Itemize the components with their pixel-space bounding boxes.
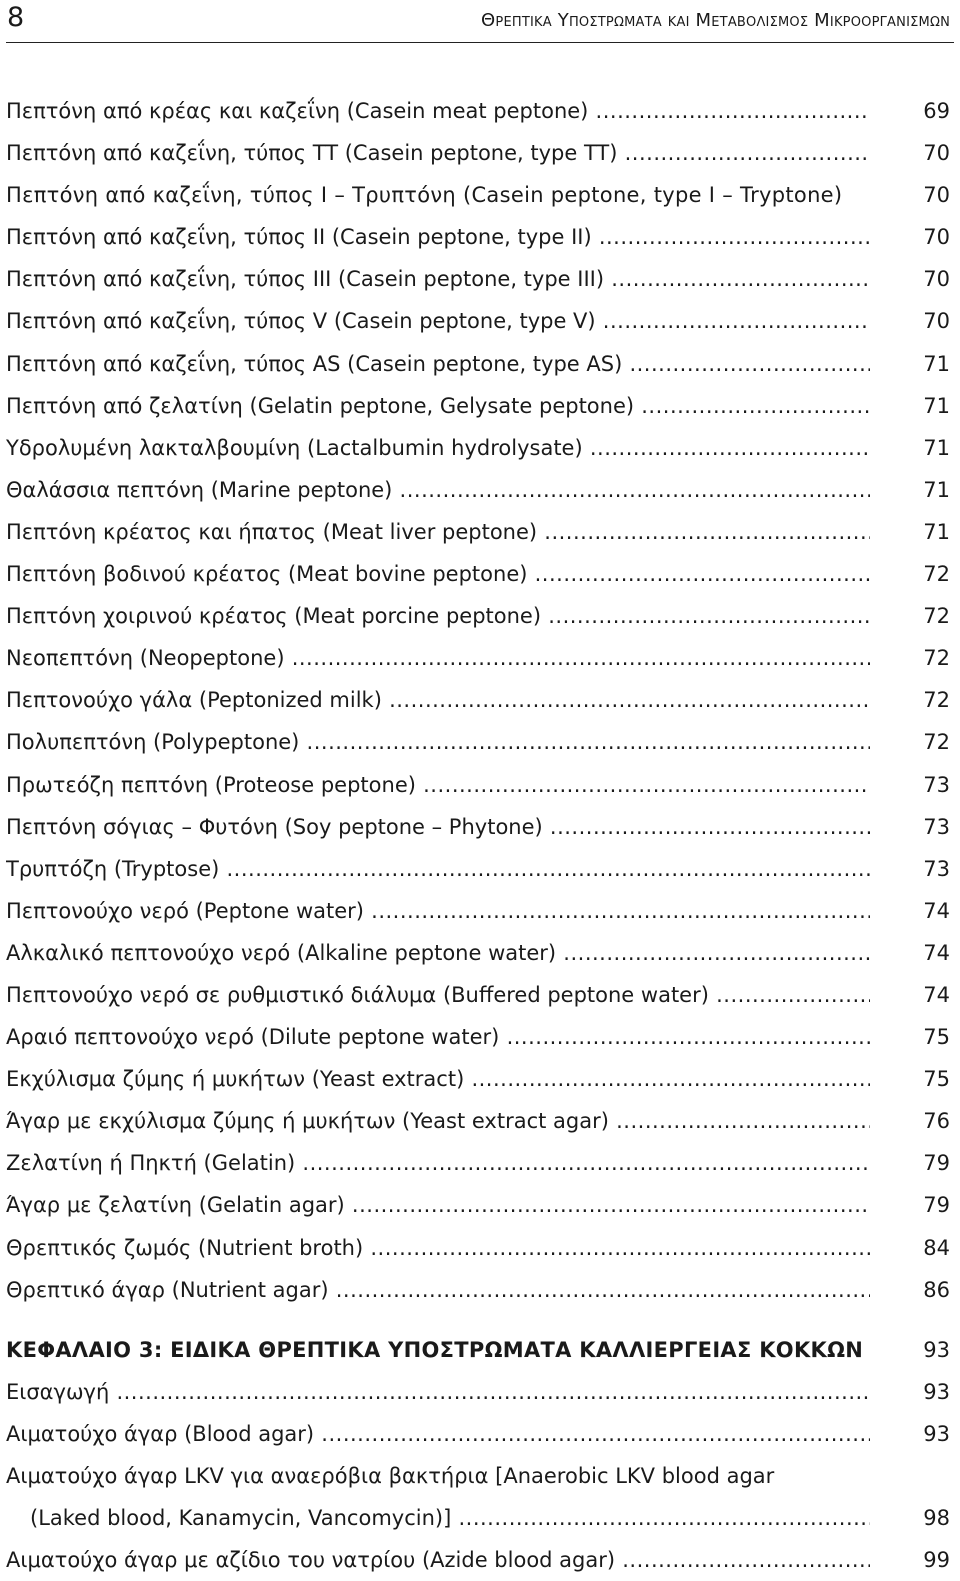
toc-entry	[0, 216, 960, 258]
toc-entry	[0, 637, 960, 679]
toc-entry	[0, 806, 960, 848]
toc-entry-page: 73	[923, 814, 950, 839]
toc-entry	[0, 553, 960, 595]
toc-entry-page: 72	[923, 604, 950, 629]
toc-entry-page: 71	[923, 519, 950, 544]
toc-entry-title: Νεοπεπτόνη (Neopeptone) .....	[6, 637, 870, 679]
toc-entry-page: 99	[923, 1548, 950, 1573]
toc-entry	[0, 890, 960, 932]
toc-entry-title: Υδρολυμένη λακταλβουμίνη (Lactalbumin hydrolysate) .....	[6, 427, 870, 469]
toc-entry-page: 74	[923, 898, 950, 923]
toc-entry-title: Αιματούχο άγαρ (Blood agar) .....	[6, 1413, 870, 1455]
toc-entry-title-line-1: Αιματούχο άγαρ LKV για αναερόβια βακτήρια [Anaerobic LKV blood agar	[6, 1464, 775, 1488]
toc-entry-page: 93	[923, 1421, 950, 1446]
toc-entry-line-2	[0, 1497, 960, 1539]
toc-entry-page: 70	[923, 183, 950, 208]
toc-entry-page: 70	[923, 267, 950, 292]
toc-entry	[0, 1142, 960, 1184]
toc-entry	[0, 258, 960, 300]
toc-entry-title: Πεπτόνη βοδινού κρέατος (Meat bovine peptone) .....	[6, 553, 870, 595]
toc-entry-title: Πεπτόνη από καζεΐνη, τύπος TT (Casein peptone, type TT) .....	[6, 132, 870, 174]
toc-entry	[0, 1413, 960, 1455]
toc-entry-title: Πεπτονούχο γάλα (Peptonized milk) .....	[6, 679, 870, 721]
toc-entry-page: 71	[923, 393, 950, 418]
toc-entry-title: Πεπτόνη από καζεΐνη, τύπος AS (Casein peptone, type AS) .....	[6, 343, 870, 385]
toc-entry-page: 71	[923, 435, 950, 460]
toc-entry	[0, 1184, 960, 1226]
toc-entry-title: Εκχύλισμα ζύμης ή μυκήτων (Yeast extract) .....	[6, 1058, 870, 1100]
toc-entry-title: Ζελατίνη ή Πηκτή (Gelatin) .....	[6, 1142, 870, 1184]
toc-entry-title: Θαλάσσια πεπτόνη (Marine peptone) .....	[6, 469, 870, 511]
toc-entry	[0, 1371, 960, 1413]
toc-entry	[0, 132, 960, 174]
toc-entry-page: 73	[923, 772, 950, 797]
section-gap	[0, 1311, 960, 1329]
toc-entry-page: 79	[923, 1193, 950, 1218]
toc-entry	[0, 469, 960, 511]
toc-entry-page: 72	[923, 730, 950, 755]
toc-entry-title: Πεπτονούχο νερό (Peptone water) .....	[6, 890, 870, 932]
chapter-page: 93	[923, 1337, 950, 1362]
toc-entry-title: Αραιό πεπτονούχο νερό (Dilute peptone water) .....	[6, 1016, 870, 1058]
toc-entry-title: Άγαρ με εκχύλισμα ζύμης ή μυκήτων (Yeast extract agar) .....	[6, 1100, 870, 1142]
toc-entry-title: Θρεπτικό άγαρ (Nutrient agar) .....	[6, 1269, 870, 1311]
toc-entry	[0, 932, 960, 974]
toc-entry	[0, 511, 960, 553]
toc-entry-page: 74	[923, 982, 950, 1007]
toc-entry-page: 72	[923, 646, 950, 671]
table-of-contents	[0, 90, 960, 1581]
toc-entry-title-line-2: (Laked blood, Kanamycin, Vancomycin)] .....	[30, 1497, 870, 1539]
toc-entry	[0, 1058, 960, 1100]
toc-entry	[0, 764, 960, 806]
toc-entry-page: 71	[923, 477, 950, 502]
toc-entry-page: 93	[923, 1379, 950, 1404]
toc-entry-title: Αλκαλικό πεπτονούχο νερό (Alkaline peptone water) .....	[6, 932, 870, 974]
toc-entry-title: Πρωτεόζη πεπτόνη (Proteose peptone) .....	[6, 764, 870, 806]
toc-entry-title: Πεπτόνη από καζεΐνη, τύπος I – Τρυπτόνη (Casein peptone, type I – Tryptone)	[6, 183, 843, 208]
toc-entry	[0, 1100, 960, 1142]
toc-entry-page: 70	[923, 309, 950, 334]
toc-entry-page: 75	[923, 1067, 950, 1092]
toc-entry-page: 86	[923, 1277, 950, 1302]
page-number: 8	[7, 2, 25, 33]
toc-entry-page: 74	[923, 940, 950, 965]
toc-entry	[0, 679, 960, 721]
toc-entry-page: 69	[923, 99, 950, 123]
toc-entry	[0, 974, 960, 1016]
toc-entry-line-1	[0, 1455, 960, 1497]
toc-entry-title: Πεπτονούχο νερό σε ρυθμιστικό διάλυμα (Buffered peptone water) .....	[6, 974, 870, 1016]
toc-entry-page: 70	[923, 225, 950, 250]
toc-entry-page: 71	[923, 351, 950, 376]
running-title: Θρεπτικα Υποστρωματα και Μεταβολισμος Μικροοργανισμων	[481, 10, 950, 31]
toc-entry	[0, 721, 960, 763]
toc-entry-title: Πεπτόνη από καζεΐνη, τύπος V (Casein peptone, type V) .....	[6, 300, 870, 342]
toc-entry-title: Πεπτόνη από καζεΐνη, τύπος III (Casein peptone, type III) .....	[6, 258, 870, 300]
toc-entry-title: Αιματούχο άγαρ με αζίδιο του νατρίου (Azide blood agar) .....	[6, 1539, 870, 1581]
toc-entry-title: Τρυπτόζη (Tryptose) .....	[6, 848, 870, 890]
toc-entry	[0, 1539, 960, 1581]
toc-entry-page: 84	[923, 1235, 950, 1260]
toc-entry	[0, 427, 960, 469]
toc-entry	[0, 343, 960, 385]
toc-entry-title: Πεπτόνη χοιρινού κρέατος (Meat porcine peptone) .....	[6, 595, 870, 637]
toc-entry-title: Πεπτόνη από καζεΐνη, τύπος II (Casein peptone, type II) .....	[6, 216, 870, 258]
toc-entry-title: Πεπτόνη από ζελατίνη (Gelatin peptone, Gelysate peptone) .....	[6, 385, 870, 427]
chapter-heading	[0, 1329, 960, 1371]
toc-entry	[0, 1227, 960, 1269]
toc-entry	[0, 174, 960, 216]
toc-entry-title: Πεπτόνη κρέατος και ήπατος (Meat liver peptone) .....	[6, 511, 870, 553]
chapter-title: ΚΕΦΑΛΑΙΟ 3: ΕΙΔΙΚΑ ΘΡΕΠΤΙΚΑ ΥΠΟΣΤΡΩΜΑΤΑ ΚΑΛΛΙΕΡΓΕΙΑΣ ΚΟΚΚΩΝ	[6, 1337, 864, 1362]
toc-entry-page: 75	[923, 1025, 950, 1050]
toc-entry	[0, 300, 960, 342]
toc-entry-page: 73	[923, 856, 950, 881]
toc-entry	[0, 1269, 960, 1311]
toc-entry	[0, 90, 960, 132]
toc-entry-page: 76	[923, 1109, 950, 1134]
toc-entry-title: Άγαρ με ζελατίνη (Gelatin agar) .....	[6, 1184, 870, 1226]
toc-entry	[0, 1016, 960, 1058]
toc-entry-title: Πεπτόνη σόγιας – Φυτόνη (Soy peptone – Phytone) .....	[6, 806, 870, 848]
toc-entry-page: 79	[923, 1151, 950, 1176]
toc-entry-title: Πεπτόνη από κρέας και καζεΐνη (Casein meat peptone) .....	[6, 90, 870, 132]
toc-entry-title: Εισαγωγή .....	[6, 1371, 870, 1413]
toc-entry-page: 72	[923, 562, 950, 587]
toc-entry	[0, 595, 960, 637]
toc-entry-page: 72	[923, 688, 950, 713]
toc-entry	[0, 848, 960, 890]
toc-entry-page: 70	[923, 141, 950, 166]
page-header	[0, 0, 960, 40]
toc-entry-page: 98	[923, 1506, 950, 1531]
header-rule	[6, 42, 954, 43]
toc-entry-title: Θρεπτικός ζωμός (Nutrient broth) .....	[6, 1227, 870, 1269]
toc-entry-title: Πολυπεπτόνη (Polypeptone) .....	[6, 721, 870, 763]
toc-entry	[0, 385, 960, 427]
